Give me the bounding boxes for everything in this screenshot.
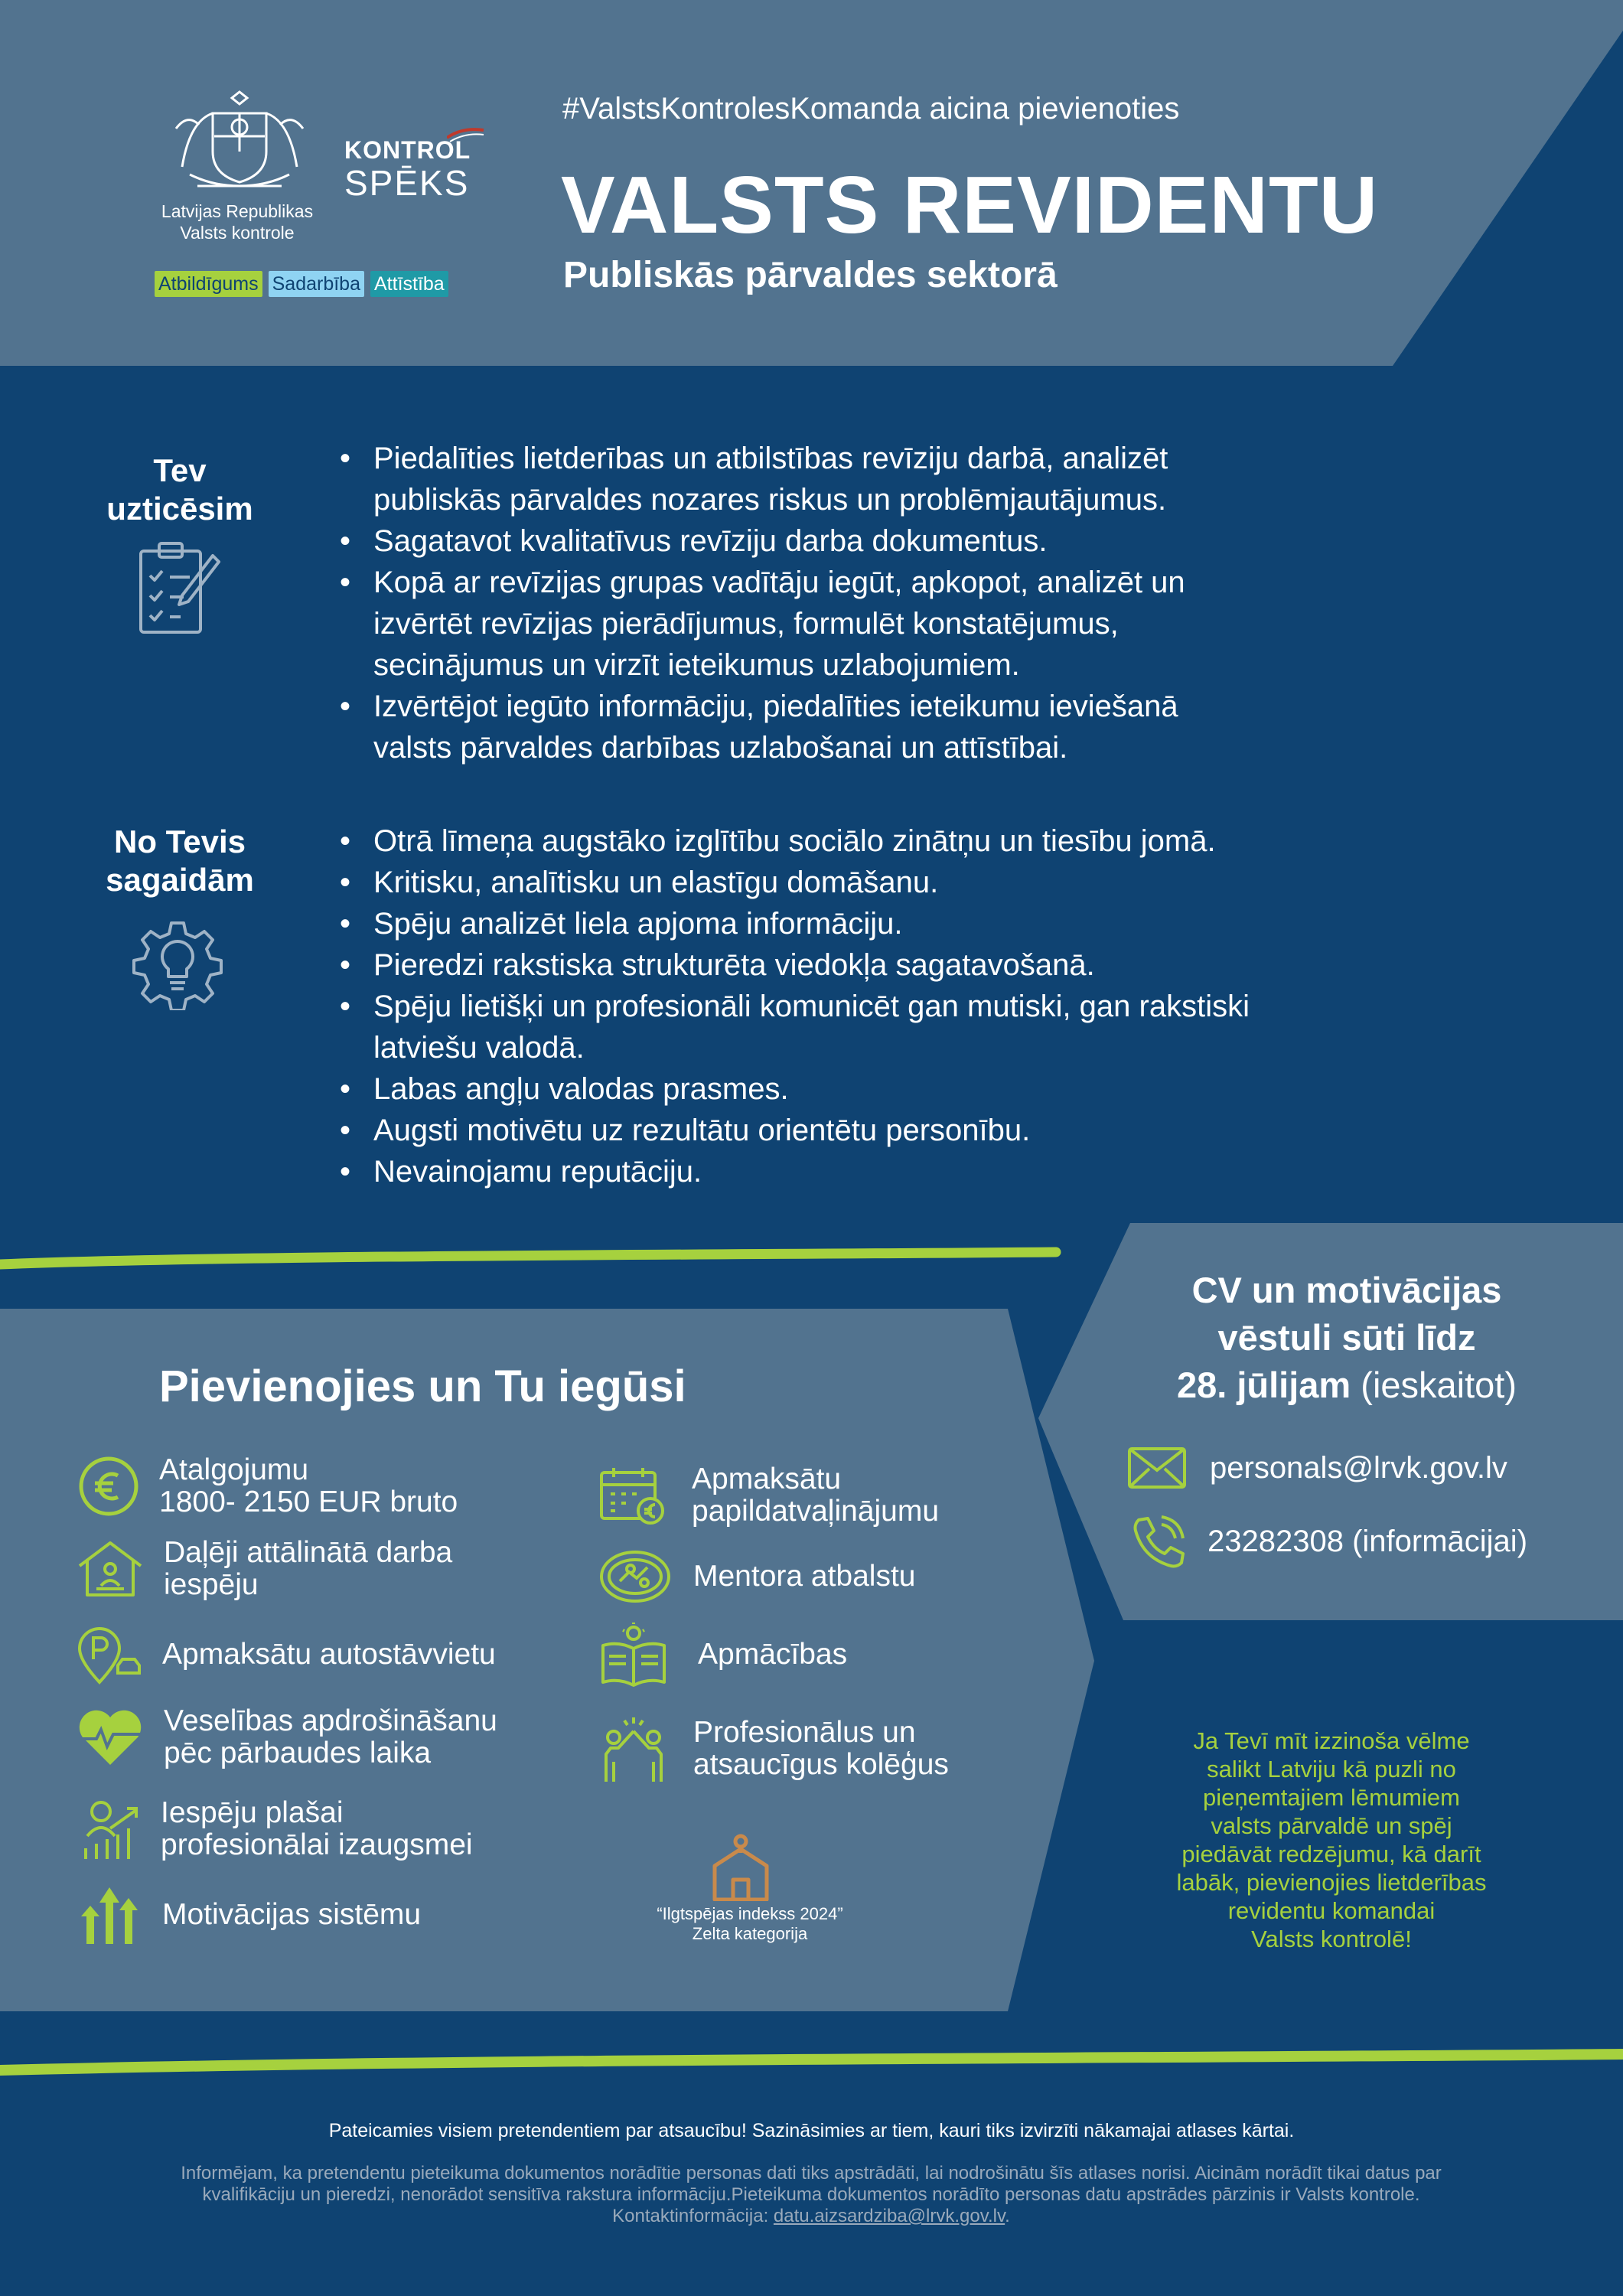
list-item: • Sagatavot kvalitatīvus revīziju darba dokumentus. bbox=[335, 520, 1559, 562]
list-item: • Izvērtējot iegūto informāciju, piedalīties ieteikumu ieviešanā valsts pārvaldes darbības uzlabošanai un attīstībai. bbox=[335, 686, 1559, 768]
benefit-trainings: Apmācības bbox=[598, 1623, 847, 1687]
home-office-icon bbox=[75, 1538, 145, 1600]
green-stroke-bottom bbox=[0, 2054, 1623, 2070]
list-item: • Augsti motivētu uz rezultātu orientētu personību. bbox=[335, 1110, 1559, 1151]
list-item: • Spēju lietišķi un profesionāli komunicēt gan mutiski, gan rakstiski latviešu valodā. bbox=[335, 986, 1559, 1068]
benefit-salary: Atalgojumu 1800- 2150 EUR bruto bbox=[77, 1454, 458, 1518]
benefit-remote-work: Daļēji attālinātā darba iespēju bbox=[75, 1537, 452, 1601]
phone-text[interactable]: 23282308 (informācijai) bbox=[1207, 1524, 1528, 1558]
footer-thanks: Pateicamies visiem pretendentiem par atsaucību! Sazināsimies ar tiem, kauri tiks izvirzīti nākamajai atlases kārtai. bbox=[328, 2120, 1295, 2141]
calendar-euro-icon bbox=[598, 1465, 667, 1526]
benefit-motivation: Motivācijas sistēmu bbox=[80, 1886, 421, 1944]
coat-of-arms-icon bbox=[167, 83, 312, 197]
open-book-icon bbox=[598, 1623, 669, 1687]
clipboard-checklist-icon bbox=[138, 540, 222, 635]
list-item: • Piedalīties lietderības un atbilstības revīziju darbā, analizēt publiskās pārvaldes nozares riskus un problēmjautājumus. bbox=[335, 438, 1559, 520]
list-item: • Labas angļu valodas prasmes. bbox=[335, 1068, 1559, 1110]
envelope-icon bbox=[1127, 1446, 1187, 1489]
page-subtitle: Publiskās pārvaldes sektorā bbox=[563, 255, 1058, 295]
phone-icon bbox=[1131, 1514, 1186, 1569]
list-item: • Kritisku, analītisku un elastīgu domāšanu. bbox=[335, 862, 1559, 903]
responsibilities-heading: Tev uzticēsim bbox=[106, 452, 253, 527]
value-chip-attistiba: Attīstība bbox=[370, 271, 448, 297]
values-row bbox=[155, 271, 448, 297]
benefit-parking: Apmaksātu autostāvvietu bbox=[77, 1624, 496, 1685]
requirements-list bbox=[335, 820, 1559, 1192]
org-name: Latvijas Republikas Valsts kontrole bbox=[161, 201, 314, 243]
tagline: #ValstsKontrolesKomanda aicina pievienoties bbox=[562, 92, 1180, 126]
email-text[interactable]: personals@lrvk.gov.lv bbox=[1210, 1450, 1507, 1485]
colleagues-highfive-icon bbox=[597, 1714, 670, 1783]
privacy-email-link[interactable]: datu.aizsardziba@lrvk.gov.lv bbox=[773, 2206, 1005, 2226]
footer-privacy-info: Informējam, ka pretendentu pieteikuma dokumentos norādītie personas dati tiks apstrādāti, lai nodrošinātu šīs atlases norisi. Aicinām norādīt tikai datus par kvalifikāciju un pieredzi, nenorādot sensitīva rakstura informāciju.Pieteikuma dokumentos norādīto personas datu apstrādes pārzinis ir Valsts kontrole. Kontaktinformācija: datu.aizsardziba@lrvk.gov.lv. bbox=[181, 2163, 1442, 2226]
list-item: • Pieredzi rakstiska strukturēta viedokļa sagatavošanā. bbox=[335, 944, 1559, 986]
contact-email[interactable] bbox=[1127, 1446, 1507, 1489]
contact-phone[interactable] bbox=[1131, 1514, 1527, 1569]
cv-deadline: CV un motivācijas vēstuli sūti līdz 28. jūlijam (ieskaitot) bbox=[1176, 1270, 1517, 1405]
flag-accent-icon bbox=[447, 127, 485, 144]
arrows-up-icon bbox=[80, 1886, 139, 1944]
green-stroke-top bbox=[0, 1252, 1056, 1264]
benefit-extra-vacation: Apmaksātu papildatvaļinājumu bbox=[598, 1463, 939, 1528]
value-chip-atbildigums: Atbildīgums bbox=[155, 271, 262, 297]
promo-text: Ja Tevī mīt izzinoša vēlme salikt Latviju kā puzli no pieņemtajiem lēmumiem valsts pārvaldē un spēj piedāvāt redzējumu, kā darīt labāk, pievienojies lietderības revidentu komandai Valsts kontrolē! bbox=[1176, 1727, 1487, 1952]
mentor-handshake-icon bbox=[597, 1548, 673, 1606]
benefits-title: Pievienojies un Tu iegūsi bbox=[159, 1362, 686, 1411]
brand-top: KONTROL bbox=[344, 136, 471, 164]
list-item: • Spēju analizēt liela apjoma informāciju. bbox=[335, 903, 1559, 944]
benefit-colleagues: Profesionālus un atsaucīgus kolēģus bbox=[597, 1714, 949, 1783]
list-item: • Kopā ar revīzijas grupas vadītāju iegūt, apkopot, analizēt un izvērtēt revīzijas pierādījumus, formulēt konstatējumus, secinājumus un virzīt ieteikumus uzlabojumiem. bbox=[335, 562, 1559, 686]
award-caption: “Ilgtspējas indekss 2024” Zelta kategorija bbox=[657, 1904, 843, 1943]
parking-icon bbox=[77, 1624, 142, 1685]
list-item: • Nevainojamu reputāciju. bbox=[335, 1151, 1559, 1192]
benefit-health-insurance: Veselības apdrošināšanu pēc pārbaudes laika bbox=[77, 1705, 497, 1769]
growth-chart-icon bbox=[80, 1798, 142, 1861]
benefit-mentor: Mentora atbalstu bbox=[597, 1548, 916, 1606]
sustainability-house-icon bbox=[710, 1834, 771, 1901]
brand-logo bbox=[344, 136, 471, 201]
page-title: VALSTS REVIDENTU bbox=[561, 160, 1379, 250]
value-chip-sadarbiba: Sadarbība bbox=[269, 271, 364, 297]
list-item: • Otrā līmeņa augstāko izglītību sociālo zinātņu un tiesību jomā. bbox=[335, 820, 1559, 862]
gear-lightbulb-icon bbox=[132, 918, 223, 1010]
requirements-heading: No Tevis sagaidām bbox=[106, 823, 254, 898]
brand-bottom: SPĒKS bbox=[344, 163, 470, 203]
responsibilities-list bbox=[335, 438, 1559, 768]
benefit-career-growth: Iespēju plašai profesionālai izaugsmei bbox=[80, 1797, 473, 1861]
heart-pulse-icon bbox=[77, 1708, 144, 1766]
euro-coin-icon bbox=[77, 1454, 141, 1518]
